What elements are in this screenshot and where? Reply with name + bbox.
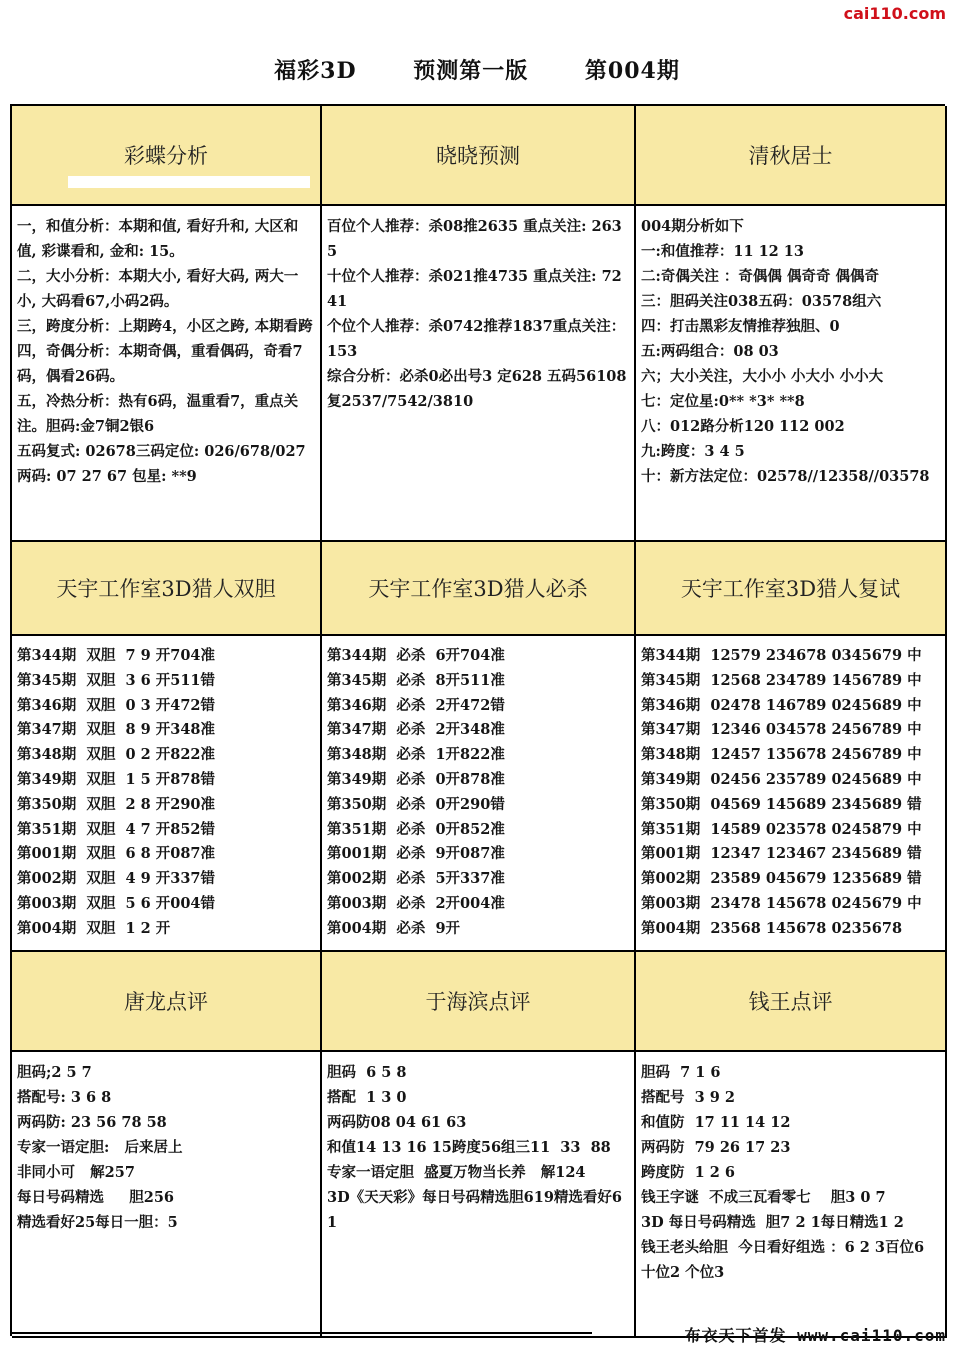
section-line: 胆码;2 5 7 (17, 1064, 92, 1081)
section-header (12, 106, 322, 206)
section-title: 于海滨点评 (425, 990, 531, 1014)
section-line: 专家一语定胆: 后来居上 (17, 1139, 183, 1156)
section-line: 第350期 双胆 2 8 开290准 (17, 795, 216, 813)
section-line: 钱王字谜 不成三瓦看零七 胆3 0 7 (641, 1189, 886, 1206)
section-line: 一:和值推荐：11 12 13 (641, 243, 804, 260)
section-header (636, 106, 947, 206)
section-body (12, 636, 322, 952)
section-line: 第002期 必杀 5开337准 (327, 870, 505, 888)
section-line: 钱王老头给胆 今日看好组选 ：6 2 3百位6 十位2 个位3 (641, 1239, 930, 1281)
section-line: 第344期 12579 234678 0345679 中 (641, 647, 922, 664)
section-line: 二:奇偶关注 ：奇偶偶 偶奇奇 偶偶奇 (641, 268, 879, 285)
section-line: 第344期 双胆 7 9 开704准 (17, 647, 216, 664)
section-title: 晓晓预测 (436, 144, 520, 168)
section-line: 精选看好25每日一胆：5 (17, 1214, 178, 1231)
section-line: 第345期 12568 234789 1456789 中 (641, 671, 922, 689)
section-body (636, 1052, 947, 1338)
section-line: 五，冷热分析：热有6码，温重看7，重点关注。胆码:金7铜2银6 (17, 393, 299, 435)
section-line: 两码防: 23 56 78 58 (17, 1114, 167, 1131)
section-body (12, 1052, 322, 1338)
section-title: 彩蝶分析 (124, 144, 208, 168)
section-line: 搭配 1 3 0 (327, 1089, 407, 1106)
section-line: 第348期 双胆 0 2 开822准 (17, 746, 216, 764)
section-header (322, 952, 636, 1052)
section-title: 清秋居士 (748, 144, 833, 168)
section-line: 第351期 14589 023578 0245879 中 (641, 820, 922, 838)
section-line: 七：定位星:0** *3* **8 (641, 393, 805, 410)
section-line: 第346期 双胆 0 3 开472错 (17, 696, 216, 714)
section-title: 天宇工作室3D猎人复试 (680, 577, 901, 601)
section-line: 第348期 12457 135678 2456789 中 (641, 746, 922, 764)
section-line: 第346期 02478 146789 0245689 中 (641, 696, 922, 714)
section-line: 搭配号 3 9 2 (641, 1089, 735, 1106)
section-body (322, 1052, 636, 1338)
section-line: 第347期 12346 034578 2456789 中 (641, 721, 922, 739)
section-line: 两码防 79 26 17 23 (641, 1139, 791, 1156)
section-line: 第003期 必杀 2开004准 (327, 894, 505, 912)
section-line: 第348期 必杀 1开822准 (327, 746, 505, 764)
page-title (10, 54, 944, 90)
section-line: 004期分析如下 (641, 218, 744, 235)
section-line: 三，跨度分析：上期跨4，小区之跨, 本期看跨 (17, 318, 313, 335)
section-line: 五:两码组合：08 03 (641, 343, 779, 360)
section-line: 八：012路分析120 112 002 (641, 418, 845, 435)
section-line: 第347期 双胆 8 9 开348准 (17, 721, 216, 739)
section-line: 两码防08 04 61 63 (327, 1114, 467, 1131)
section-header (322, 542, 636, 636)
section-line: 第004期 23568 145678 0235678 (641, 919, 903, 937)
section-body (636, 206, 947, 542)
section-line: 胆码 6 5 8 (327, 1064, 407, 1081)
section-title: 天宇工作室3D猎人必杀 (368, 577, 588, 601)
section-line: 3D《天天彩》每日号码精选胆619精选看好61 (327, 1189, 623, 1231)
footer-divider (12, 1332, 592, 1334)
section-line: 个位个人推荐：杀0742推荐1837重点关注：153 (327, 318, 626, 360)
section-line: 复2537/7542/3810 (327, 393, 474, 410)
section-line: 搭配号: 3 6 8 (17, 1089, 112, 1106)
section-line: 四，奇偶分析：本期奇偶，重看偶码，奇看7码，偶看26码。 (17, 343, 303, 385)
section-line: 跨度防 1 2 6 (641, 1164, 735, 1181)
section-line: 第003期 双胆 5 6 开004错 (17, 894, 216, 912)
site-watermark-top: cai110.com (843, 4, 946, 23)
section-line: 第004期 双胆 1 2 开 (17, 919, 171, 937)
section-header (636, 542, 947, 636)
section-line: 三：胆码关注038五码：03578组六 (641, 293, 882, 310)
section-line: 第351期 必杀 0开852准 (327, 820, 505, 838)
section-line: 第004期 必杀 9开 (327, 919, 461, 937)
section-line: 第003期 23478 145678 0245679 中 (641, 894, 922, 912)
section-body (322, 206, 636, 542)
section-line: 非同小可 解257 (17, 1164, 135, 1181)
section-title: 唐龙点评 (124, 990, 208, 1014)
section-line: 第345期 必杀 8开511准 (327, 671, 505, 689)
redaction-bar (68, 176, 310, 188)
section-line: 四：打击黑彩友情推荐独胆、0 (641, 318, 840, 335)
section-line: 第351期 双胆 4 7 开852错 (17, 820, 216, 838)
section-line: 第349期 02456 235789 0245689 中 (641, 770, 922, 788)
section-header (12, 542, 322, 636)
game-name: 福彩3D (274, 58, 357, 84)
section-header (636, 952, 947, 1052)
section-line: 第350期 必杀 0开290错 (327, 795, 505, 813)
section-line: 第349期 双胆 1 5 开878错 (17, 770, 216, 788)
prediction-table (10, 104, 945, 1336)
section-line: 和值14 13 16 15跨度56组三11 33 88 (327, 1139, 611, 1156)
site-watermark-bottom: 布衣天下首发 www.cai110.com (684, 1326, 946, 1345)
section-line: 百位个人推荐：杀08推2635 重点关注: 2635 (327, 218, 622, 260)
section-line: 十位个人推荐：杀021推4735 重点关注: 7241 (327, 268, 622, 310)
section-title: 钱王点评 (748, 990, 833, 1014)
section-line: 第349期 必杀 0开878准 (327, 770, 505, 788)
section-line: 第346期 必杀 2开472错 (327, 696, 505, 714)
section-header (322, 106, 636, 206)
section-line: 一，和值分析：本期和值, 看好升和, 大区和值, 彩谍看和, 金和: 15。 (17, 218, 299, 260)
section-body (322, 636, 636, 952)
section-line: 第345期 双胆 3 6 开511错 (17, 671, 216, 689)
section-line: 和值防 17 11 14 12 (641, 1114, 791, 1131)
issue-number: 第004期 (584, 58, 680, 84)
section-line: 二，大小分析：本期大小, 看好大码, 两大一小, 大码看67,小码2码。 (17, 268, 299, 310)
section-line: 3D 每日号码精选 胆7 2 1每日精选1 2 (641, 1214, 904, 1231)
section-line: 第002期 双胆 4 9 开337错 (17, 870, 216, 888)
section-line: 六；大小关注，大小小 小大小 小小大 (641, 368, 884, 385)
section-line: 第350期 04569 145689 2345689 错 (641, 795, 922, 813)
section-body (12, 206, 322, 542)
section-line: 九:跨度：3 4 5 (641, 443, 745, 460)
section-header (12, 952, 322, 1052)
section-line: 专家一语定胆 盛夏万物当长养 解124 (327, 1164, 586, 1181)
section-line: 第344期 必杀 6开704准 (327, 647, 505, 664)
section-line: 十：新方法定位：02578//12358//03578 (641, 468, 930, 485)
section-line: 第002期 23589 045679 1235689 错 (641, 870, 922, 888)
section-line: 第001期 12347 123467 2345689 错 (641, 845, 922, 863)
section-body (636, 636, 947, 952)
section-line: 五码复式: 02678三码定位: 026/678/027 (17, 443, 306, 460)
edition-label: 预测第一版 (413, 58, 529, 84)
section-line: 胆码 7 1 6 (641, 1064, 721, 1081)
section-line: 综合分析：必杀0必出号3 定628 五码56108 (327, 368, 627, 385)
section-title: 天宇工作室3D猎人双胆 (56, 577, 276, 601)
section-line: 两码: 07 27 67 包星: **9 (17, 468, 197, 485)
section-line: 第001期 必杀 9开087准 (327, 845, 505, 863)
section-line: 每日号码精选 胆256 (17, 1189, 175, 1206)
section-line: 第001期 双胆 6 8 开087准 (17, 845, 216, 863)
section-line: 第347期 必杀 2开348准 (327, 721, 505, 739)
